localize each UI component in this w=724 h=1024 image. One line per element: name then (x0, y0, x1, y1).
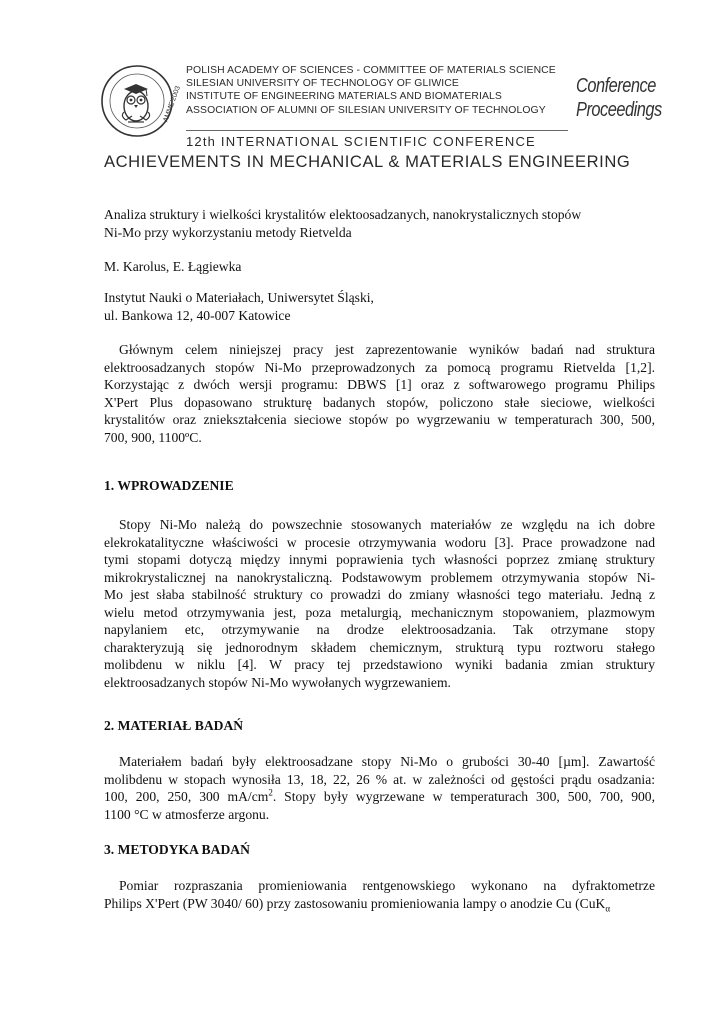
paragraph-line: tymi stopami dotyczą między innymi poprawienia tych własności poprzez zmianę struktury (104, 552, 655, 567)
introduction-text (104, 516, 655, 691)
title-line: Analiza struktury i wielkości krystalitów elektoosadzanych, nanokrystalicznych stopów (104, 207, 582, 222)
organizer-line: SILESIAN UNIVERSITY OF TECHNOLOGY OF GLIWICE (186, 78, 459, 90)
amme-logo (100, 64, 182, 138)
owl-emblem-icon (100, 64, 182, 138)
abstract-line: Głównym celem niniejszej pracy jest zaprezentowanie wyników badań nad struktura (119, 342, 655, 357)
logo-text: AMME'2003 (162, 85, 182, 124)
paragraph-line-with-unit (104, 788, 655, 806)
abstract (104, 341, 655, 446)
affiliation-line: ul. Bankowa 12, 40-007 Katowice (104, 307, 291, 323)
paragraph-line-with-symbol (104, 895, 655, 913)
proceedings-word-2: Proceedings (576, 99, 662, 121)
superscript: 2 (268, 787, 273, 798)
text-run: 100, 200, 250, 300 mA/cm (104, 789, 269, 804)
organizer-list (186, 64, 556, 117)
subscript: α (605, 903, 611, 914)
paragraph-line: charakteryzują się jednorodnym składem chemicznym, strukturą typu roztworu stałego (104, 639, 655, 655)
title-line: Ni-Mo przy wykorzystaniu metody Rietvelda (104, 224, 352, 240)
abstract-line: Korzystając z dwóch wersji programu: DBWS [1] oraz z softwarowego programu Philips (104, 377, 655, 392)
paragraph-line: Mo jest słaba stabilność struktury co prowadzi do zmiany własności tego materiału. Jedną z (104, 587, 655, 602)
paragraph-line: napylaniem etc, otrzymywanie na drodze elektroosadzania. Tak otrzymane stopy (104, 622, 655, 637)
organizer-line: INSTITUTE OF ENGINEERING MATERIALS AND BIOMATERIALS (186, 91, 502, 103)
paragraph-line: mikrokrystalicznej na nanokrystaliczną. Podstawowym problemem otrzymywania stopów Ni- (104, 569, 655, 585)
affiliation-line: Instytut Nauki o Materiałach, Uniwersytet Śląski, (104, 290, 374, 305)
text-run: . Stopy były wygrzewane w temperaturach 300, 500, 700, 900, (272, 789, 655, 804)
conference-proceedings-label (576, 74, 662, 122)
section-heading-methods: 3. METODYKA BADAŃ (104, 842, 250, 857)
paragraph-line: molibdenu w stopach wynosiła 13, 18, 22, 26 % at. w zależności od gęstości prądu osadzania: (104, 771, 655, 787)
author-affiliation (104, 289, 655, 324)
proceedings-word-1: Conference (576, 75, 656, 97)
organizer-line: ASSOCIATION OF ALUMNI OF SILESIAN UNIVERSITY OF TECHNOLOGY (186, 104, 546, 116)
paper-title (104, 206, 655, 241)
conference-header (100, 60, 660, 172)
authors-line: M. Karolus, E. Łągiewka (104, 259, 242, 274)
paragraph-line: molibdenu w niklu [4]. W pracy tej przedstawiono wyniki badania zmian struktury (104, 657, 655, 672)
abstract-line: X'Pert Plus dopasowano strukturę badanych stopów, policzono stałe sieciowe, wielkości (104, 394, 655, 410)
paper-authors (104, 258, 655, 276)
text-run: Philips X'Pert (PW 3040/ 60) przy zastosowaniu promieniowania lampy o anodzie Cu (CuK (104, 895, 606, 911)
paragraph-line: elektroosadzanych stopów Ni-Mo wywołanych wygrzewaniem. (104, 674, 451, 690)
abstract-line: 700, 900, 1100ºC. (104, 429, 202, 445)
paragraph-line: Materiałem badań były elektroosadzane stopy Ni-Mo o grubości 30-40 [µm]. Zawartość (119, 754, 655, 769)
materials-text (104, 753, 655, 823)
conference-subtitle: 12th INTERNATIONAL SCIENTIFIC CONFERENCE (186, 134, 536, 149)
abstract-line: krystalitów oraz zniekształcenia sieciowe stopów po wygrzewaniu w temperaturach 300, 500, (104, 412, 655, 427)
methods-text (104, 877, 655, 912)
section-heading-materials: 2. MATERIAŁ BADAŃ (104, 718, 244, 733)
conference-name: ACHIEVEMENTS IN MECHANICAL & MATERIALS ENGINEERING (104, 152, 631, 171)
abstract-line: elektroosadzanych stopów Ni-Mo przeprowadzonych za pomocą programu Rietvelda [1,2]. (104, 359, 655, 375)
organizer-line: POLISH ACADEMY OF SCIENCES - COMMITTEE OF MATERIALS SCIENCE (186, 65, 556, 76)
paragraph-line: Stopy Ni-Mo należą do powszechnie stosowanych materiałów ze względu na ich dobre (119, 517, 655, 532)
paragraph-line: Pomiar rozpraszania promieniowania rentgenowskiego wykonano na dyfraktometrze (119, 878, 655, 893)
paragraph-line: 1100 °C w atmosferze argonu. (104, 806, 270, 822)
section-heading-introduction: 1. WPROWADZENIE (104, 478, 234, 493)
paragraph-line: elekrokatalityczne właściwości w procesie otrzymywania wodoru [3]. Prace prowadzone nad (104, 534, 655, 550)
header-divider (186, 130, 568, 131)
paragraph-line: wielu metod otrzymywania jest, poza metalurgią, mechanicznym stopowaniem, plazmowym (104, 604, 655, 620)
